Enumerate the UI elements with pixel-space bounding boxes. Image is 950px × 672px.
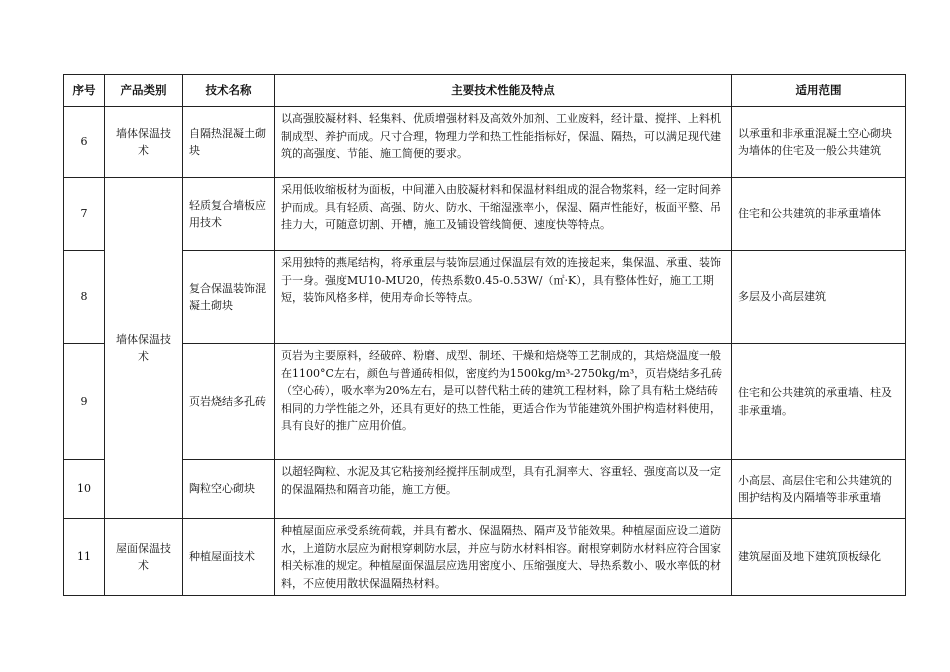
row-category: 屋面保温技术	[105, 519, 183, 596]
row-scope: 住宅和公共建筑的承重墙、柱及非承重墙。	[732, 344, 906, 460]
header-category: 产品类别	[105, 75, 183, 107]
row-number: 7	[64, 178, 105, 251]
table-header-row	[64, 75, 906, 107]
header-tech-name: 技术名称	[183, 75, 275, 107]
technology-table	[63, 74, 906, 596]
table-row	[64, 251, 906, 344]
row-scope: 住宅和公共建筑的非承重墙体	[732, 178, 906, 251]
row-features: 采用独特的燕尾结构，将承重层与装饰层通过保温层有效的连接起来，集保温、承重、装饰于一身。强度MU10-MU20，传热系数0.45-0.53W/（㎡·K），具有整体性好，施工工期短，装饰风格多样，使用寿命长等特点。	[275, 251, 732, 344]
row-tech-name: 自隔热混凝土砌块	[183, 107, 275, 178]
table-row	[64, 107, 906, 178]
row-features: 以高强胶凝材料、轻集料、优质增强材料及高效外加剂、工业废料，经计量、搅拌、上料机制成型、养护而成。尺寸合理，物理力学和热工性能指标好，保温、隔热，可以满足现代建筑的高强度、节能、施工简便的要求。	[275, 107, 732, 178]
row-scope: 小高层、高层住宅和公共建筑的围护结构及内隔墙等非承重墙	[732, 460, 906, 519]
row-scope: 建筑屋面及地下建筑顶板绿化	[732, 519, 906, 596]
row-number: 10	[64, 460, 105, 519]
row-features: 种植屋面应承受系统荷载，并具有蓄水、保温隔热、隔声及节能效果。种植屋面应设二道防水，上道防水层应为耐根穿刺防水层，并应与防水材料相容。耐根穿刺防水材料应符合国家相关标准的规定。种植屋面保温层应选用密度小、压缩强度大、导热系数小、吸水率低的材料，不应使用散状保温隔热材料。	[275, 519, 732, 596]
row-tech-name: 复合保温装饰混凝土砌块	[183, 251, 275, 344]
row-scope: 多层及小高层建筑	[732, 251, 906, 344]
table-row	[64, 344, 906, 460]
row-tech-name: 陶粒空心砌块	[183, 460, 275, 519]
row-features: 采用低收缩板材为面板，中间灌入由胶凝材料和保温材料组成的混合物浆料，经一定时间养护而成。具有轻质、高强、防火、防水、干缩湿涨率小，保湿、隔声性能好，板面平整、吊挂力大，可随意切割、开槽，施工及铺设管线简便、速度快等特点。	[275, 178, 732, 251]
header-features: 主要技术性能及特点	[275, 75, 732, 107]
row-tech-name: 种植屋面技术	[183, 519, 275, 596]
table-row	[64, 178, 906, 251]
header-scope: 适用范围	[732, 75, 906, 107]
row-number: 11	[64, 519, 105, 596]
row-number: 8	[64, 251, 105, 344]
row-tech-name: 轻质复合墙板应用技术	[183, 178, 275, 251]
row-tech-name: 页岩烧结多孔砖	[183, 344, 275, 460]
row-number: 9	[64, 344, 105, 460]
row-features: 页岩为主要原料，经破碎、粉磨、成型、制坯、干燥和焙烧等工艺制成的，其焙烧温度一般在1100°C左右，颜色与普通砖相似，密度约为1500kg/m³-2750kg/m³，页岩烧结多孔砖（空心砖），吸水率为20%左右，是可以替代粘土砖的建筑工程材料，除了具有粘土烧结砖相同的力学性能之外，还具有更好的热工性能，更适合作为节能建筑外围护构造材料使用，具有良好的推广应用价值。	[275, 344, 732, 460]
row-category: 墙体保温技术	[105, 178, 183, 519]
table-row	[64, 460, 906, 519]
table-row	[64, 519, 906, 596]
header-number: 序号	[64, 75, 105, 107]
row-number: 6	[64, 107, 105, 178]
row-features: 以超轻陶粒、水泥及其它粘接剂经搅拌压制成型，具有孔洞率大、容重轻、强度高以及一定的保温隔热和隔音功能，施工方便。	[275, 460, 732, 519]
row-category: 墙体保温技术	[105, 107, 183, 178]
row-scope: 以承重和非承重混凝土空心砌块为墙体的住宅及一般公共建筑	[732, 107, 906, 178]
